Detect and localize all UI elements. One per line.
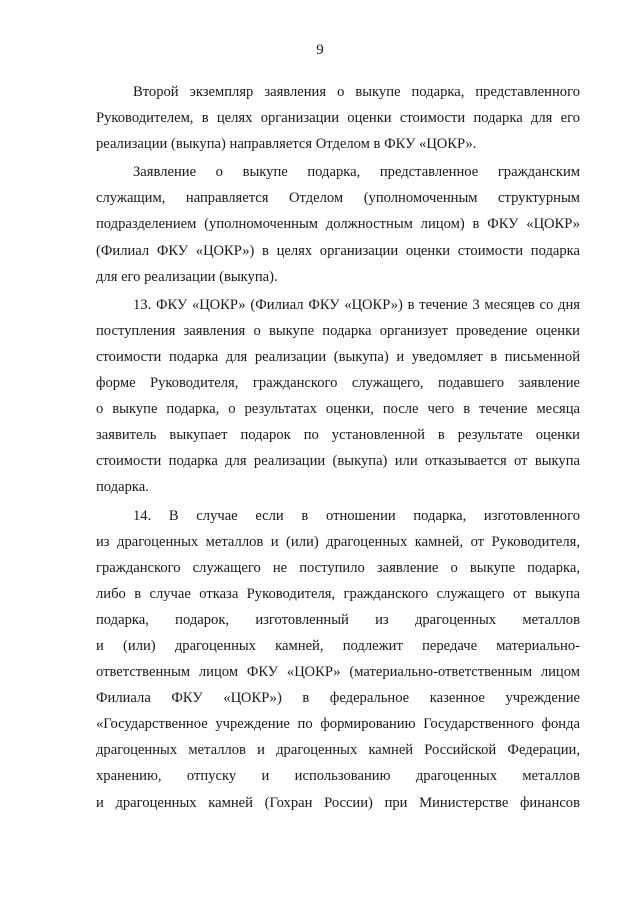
text-line: реализации (выкупа) направляется Отделом в ФКУ «ЦОКР».	[96, 136, 477, 153]
text-line: и драгоценных камней (Гохран России) при Министерстве финансов	[96, 794, 580, 811]
text-line: стоимости подарка для реализации (выкупа) и уведомляет в письменной	[96, 348, 580, 365]
text-line: подразделением (уполномоченным должностным лицом) в ФКУ «ЦОКР»	[96, 216, 580, 233]
paragraph-item-14	[96, 503, 580, 816]
text-line: служащим, направляется Отделом (уполномоченным структурным	[96, 190, 580, 207]
text-line: «Государственное учреждение по формированию Государственного фонда	[96, 716, 580, 733]
text-line: Второй экземпляр заявления о выкупе подарка, представленного	[133, 84, 580, 100]
text-line: Руководителем, в целях организации оценки стоимости подарка для его	[96, 110, 580, 127]
text-line: 14. В случае если в отношении подарка, изготовленного	[133, 507, 580, 524]
text-line: подарка, подарок, изготовленный из драгоценных металлов	[96, 611, 580, 628]
text-line: (Филиал ФКУ «ЦОКР») в целях организации оценки стоимости подарка	[96, 242, 580, 259]
text-line: либо в случае отказа Руководителя, гражданского служащего от выкупа	[96, 585, 580, 602]
text-line: 13. ФКУ «ЦОКР» (Филиал ФКУ «ЦОКР») в течение 3 месяцев со дня	[133, 296, 580, 313]
text-line: о выкупе подарка, о результатах оценки, после чего в течение месяца	[96, 401, 580, 418]
text-line: драгоценных металлов и драгоценных камней Российской Федерации,	[96, 742, 580, 759]
text-line: из драгоценных металлов и (или) драгоценных камней, от Руководителя,	[96, 533, 580, 550]
text-line: ответственным лицом ФКУ «ЦОКР» (материально-ответственным лицом	[96, 664, 580, 681]
text-line: стоимости подарка для реализации (выкупа) или отказывается от выкупа	[96, 453, 580, 470]
text-line: гражданского служащего не поступило заявление о выкупе подарка,	[96, 559, 580, 576]
text-line: подарка.	[96, 479, 149, 496]
text-line: форме Руководителя, гражданского служащего, подавшего заявление	[96, 375, 580, 392]
text-line: и (или) драгоценных камней, подлежит передаче материально-	[96, 637, 580, 654]
text-line: заявитель выкупает подарок по установленной в результате оценки	[96, 427, 580, 444]
paragraph	[96, 159, 580, 289]
text-line: для его реализации (выкупа).	[96, 268, 278, 285]
text-line: Филиала ФКУ «ЦОКР») в федеральное казенное учреждение	[96, 690, 580, 707]
text-line: хранению, отпуску и использованию драгоценных металлов	[96, 768, 580, 785]
page-number: 9	[316, 42, 324, 58]
paragraph-item-13	[96, 292, 580, 501]
paragraph	[96, 79, 580, 157]
text-line: Заявление о выкупе подарка, представленное гражданским	[133, 164, 580, 181]
text-line: поступления заявления о выкупе подарка организует проведение оценки	[96, 322, 580, 339]
document-body	[96, 79, 580, 816]
